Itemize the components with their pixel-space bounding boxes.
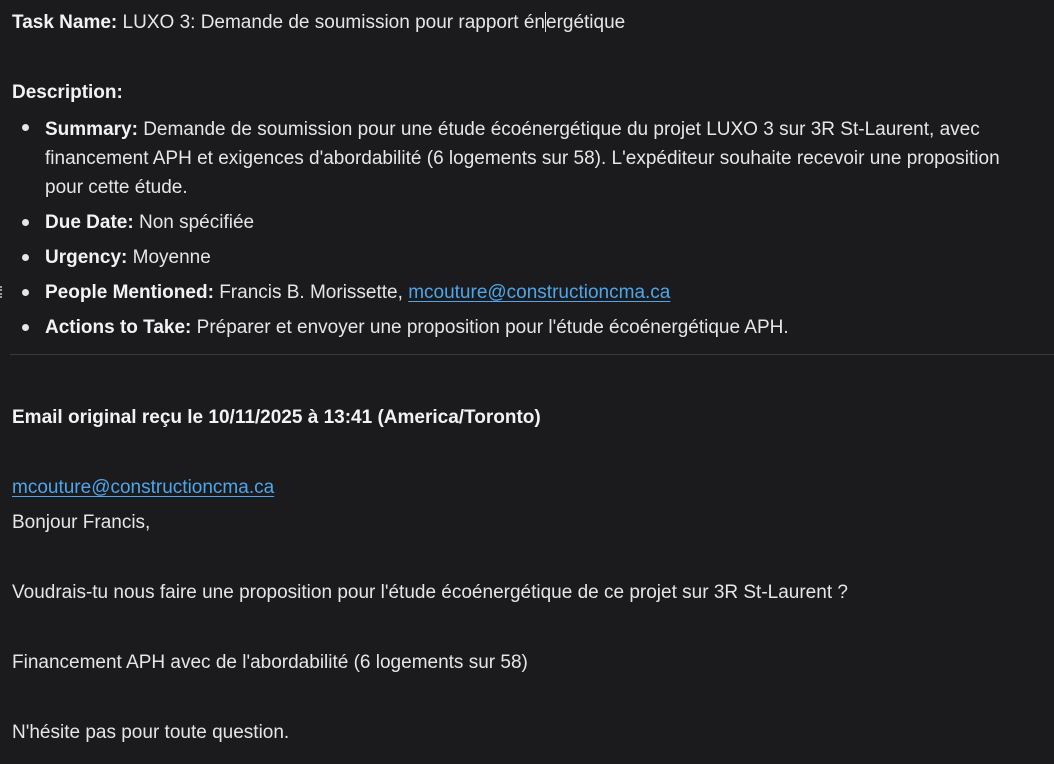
email-sender — [12, 476, 274, 500]
actions-value: Préparer et envoyer une proposition pour l'étude écoénergétique APH. — [196, 317, 789, 338]
email-body-line-3: N'hésite pas pour toute question. — [12, 722, 290, 743]
gutter-marker — [0, 286, 4, 298]
due-date-label: Due Date: — [45, 212, 134, 233]
task-name-line — [12, 11, 625, 35]
bullet-icon — [22, 254, 29, 261]
bullet-icon — [22, 124, 29, 131]
email-body-line-1: Voudrais-tu nous faire une proposition pour l'étude écoénergétique de ce projet sur 3R St-Laurent ? — [12, 582, 848, 603]
bullet-icon — [22, 219, 29, 226]
summary-line-3: pour cette étude. — [45, 177, 188, 198]
urgency-label: Urgency: — [45, 247, 128, 268]
description-heading: Description: — [12, 82, 123, 103]
task-name-label: Task Name: — [12, 12, 118, 33]
email-body-line-2: Financement APH avec de l'abordabilité (6 logements sur 58) — [12, 652, 528, 673]
people-email-link[interactable]: mcouture@constructioncma.ca — [408, 282, 671, 303]
email-header: Email original reçu le 10/11/2025 à 13:41 (America/Toronto) — [12, 407, 541, 428]
actions-label: Actions to Take: — [45, 317, 192, 338]
summary-line-1: Demande de soumission pour une étude écoénergétique du projet LUXO 3 sur 3R St-Laurent, avec — [143, 119, 980, 140]
email-greeting: Bonjour Francis, — [12, 512, 151, 533]
task-name-value: LUXO 3: Demande de soumission pour rapport énergétique — [122, 12, 626, 33]
urgency-value: Moyenne — [132, 247, 211, 268]
due-date-value: Non spécifiée — [138, 212, 255, 233]
people-label: People Mentioned: — [45, 282, 214, 303]
bullet-icon — [22, 289, 29, 296]
section-divider — [10, 354, 1054, 355]
bullet-icon — [22, 324, 29, 331]
summary-line-2: financement APH et exigences d'abordabilité (6 logements sur 58). L'expéditeur souhaite recevoir une proposition — [45, 148, 1000, 169]
summary-label: Summary: — [45, 119, 138, 140]
people-value: Francis B. Morissette, — [219, 282, 409, 303]
sender-email-link[interactable]: mcouture@constructioncma.ca — [12, 477, 275, 498]
